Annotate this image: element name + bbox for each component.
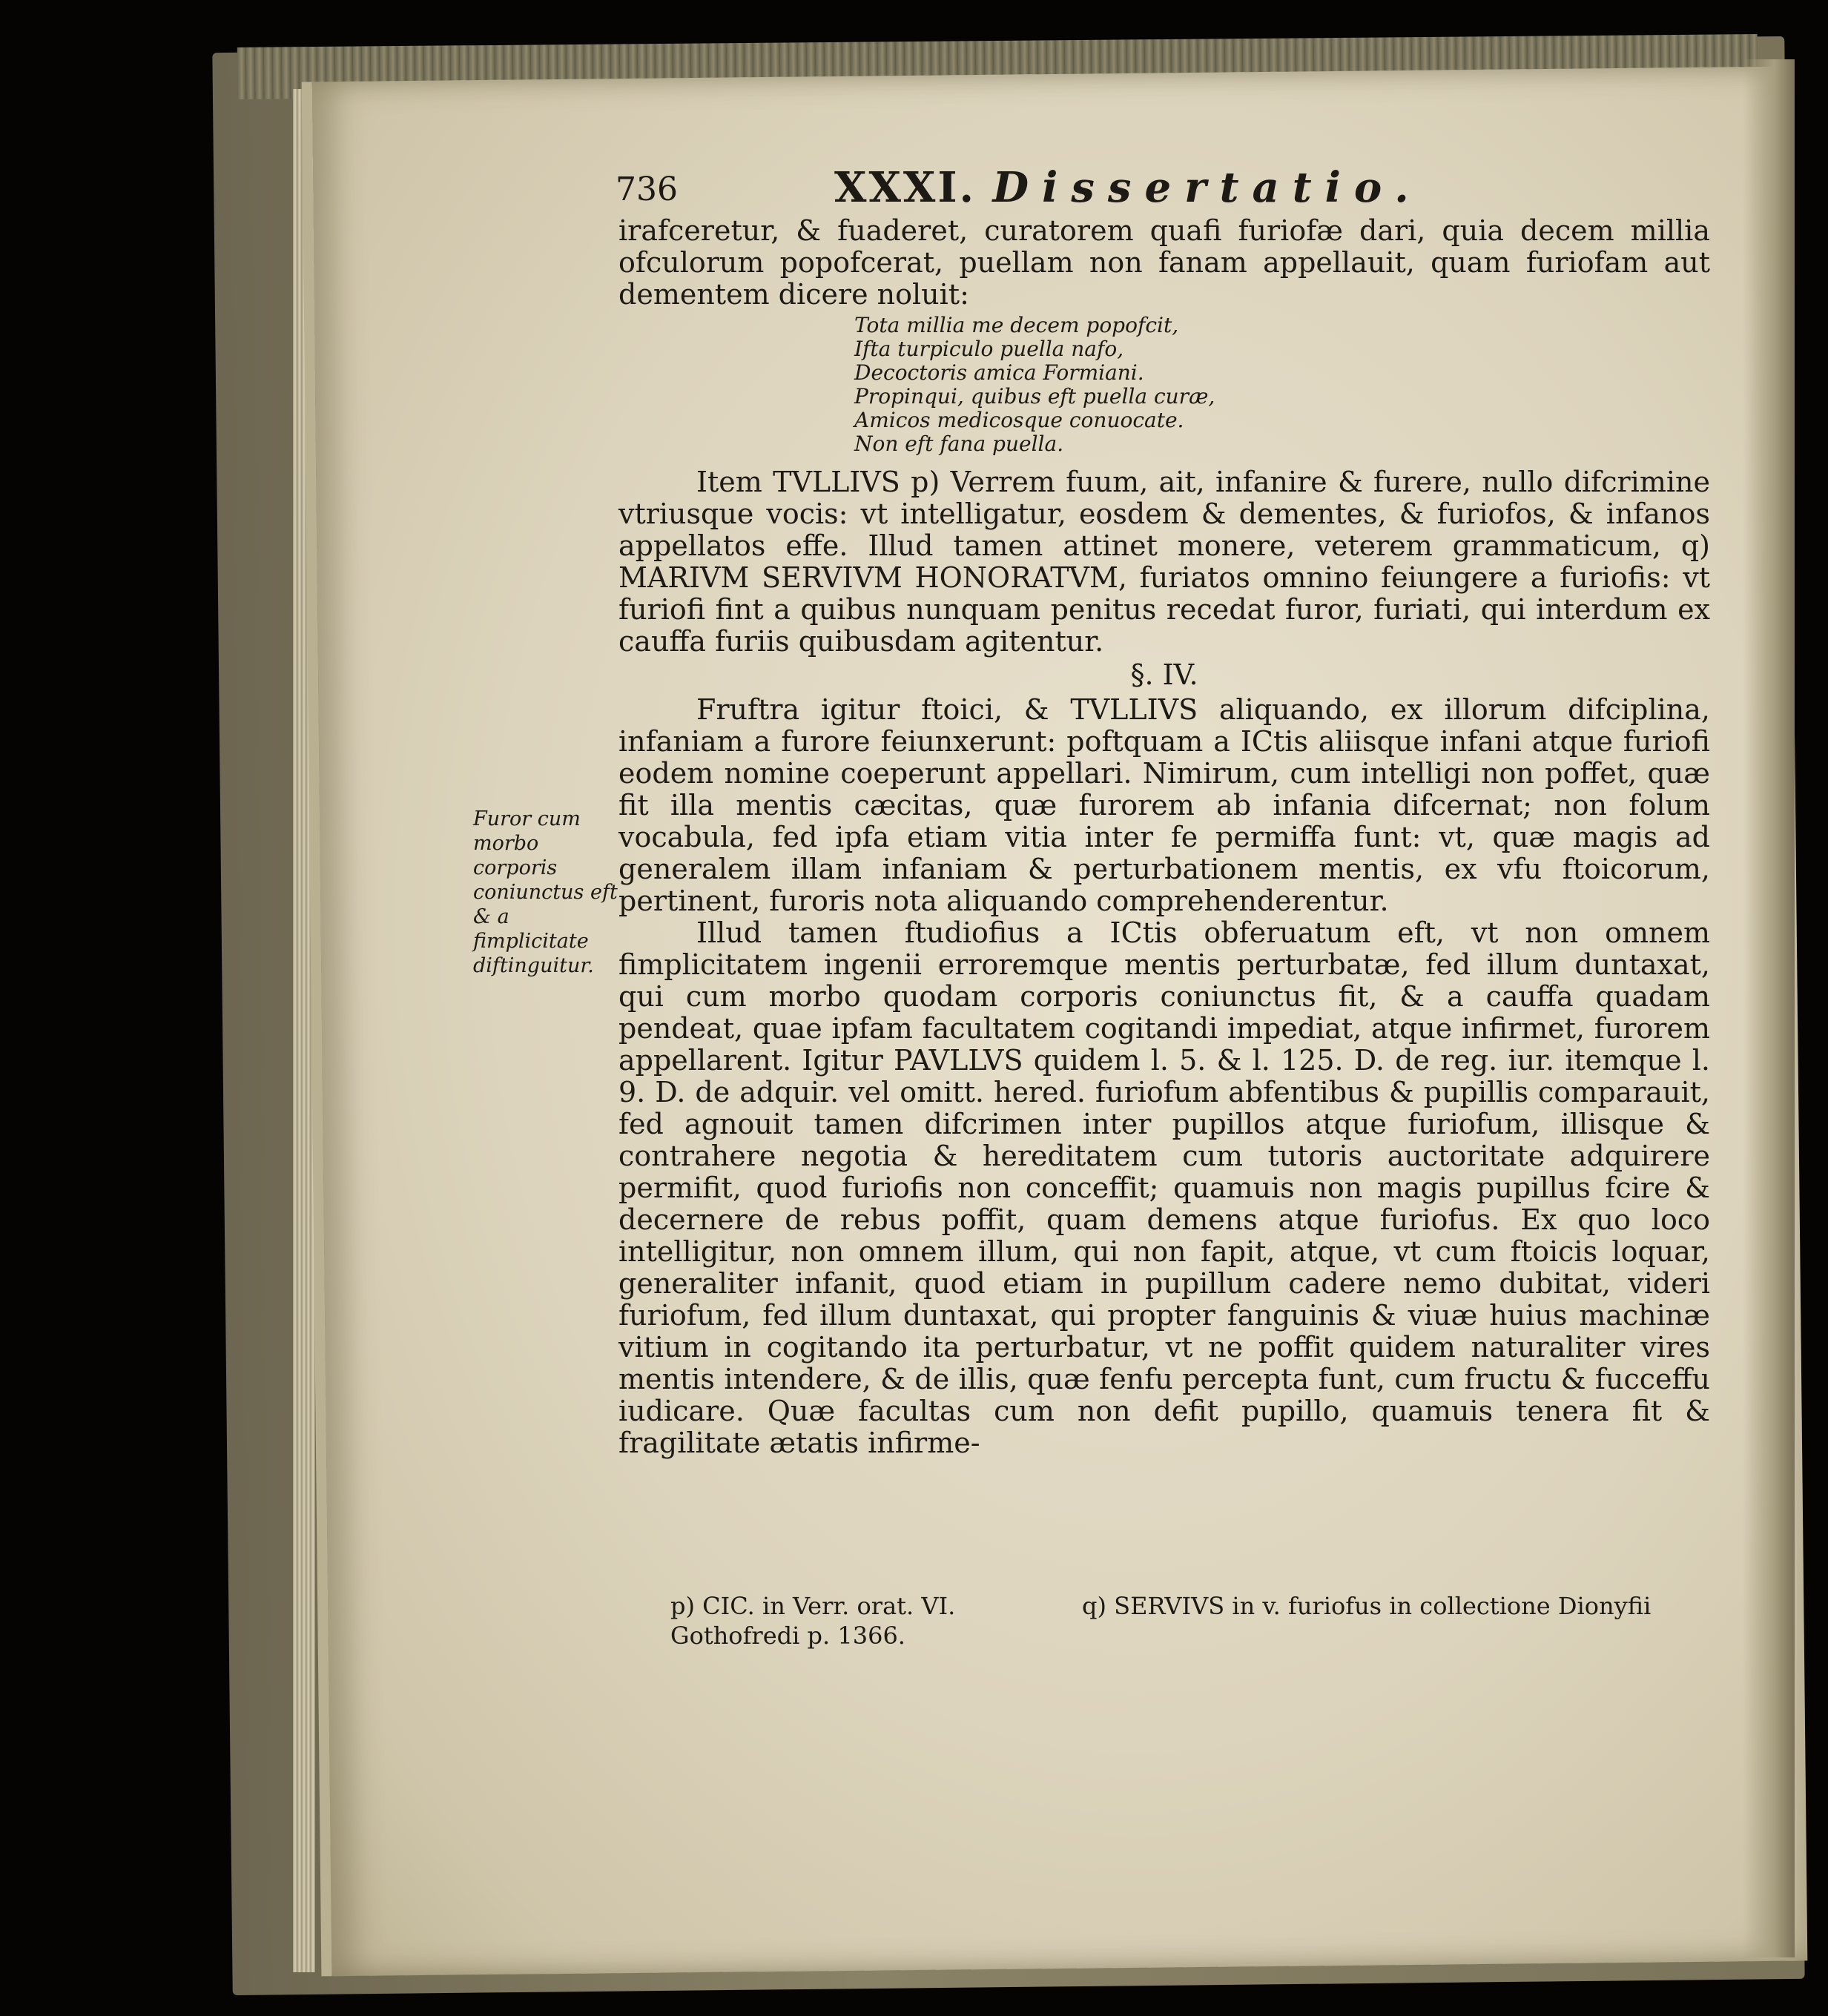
running-header — [616, 163, 1431, 215]
main-text — [618, 215, 1710, 1459]
verse-line: Non eft fana puella. — [854, 432, 1064, 456]
footnote-q: q) SERVIVS in v. furiofus in collectione Dionyfii — [1082, 1592, 1652, 1620]
verse-line: Propinqui, quibus eft puella curæ, — [854, 384, 1215, 409]
paragraph-2: Item TVLLIVS p) Verrem fuum, ait, infanire & furere, nullo difcrimine vtriusque vocis: vt intelligatur, eosdem & dementes, & furiofos, & infanos appellatos effe. Illud tamen attinet monere, veterem grammaticum, q) MARIVM SERVIVM HONORATVM, furiatos omnino feiungere a furiofis: vt furiofi fint a quibus nunquam penitus recedat furor, furiati, qui interdum ex cauffa furiis quibusdam agitentur. — [618, 466, 1710, 658]
paragraph-3: Fruftra igitur ftoici, & TVLLIVS aliquando, ex illorum difciplina, infaniam a furore feiunxerunt: poftquam a ICtis aliisque infani atque furiofi eodem nomine coeperunt appellari. Nimirum, cum intelligi non poffet, quæ fit illa mentis cæcitas, quæ furorem ab infania difcernat; non folum vocabula, fed ipfa etiam vitia inter fe permiffa funt: vt, quæ magis ad generalem illam infaniam & perturbationem mentis, ex vfu ftoicorum, pertinent, furoris nota aliquando comprehenderentur. — [618, 693, 1710, 917]
verse-line: Amicos medicosque conuocate. — [854, 408, 1184, 432]
title-prefix: XXXI. — [834, 163, 977, 212]
running-title — [834, 163, 1422, 212]
verse-line: Tota millia me decem popofcit, — [854, 313, 1179, 337]
footnote-p — [670, 1591, 1086, 1650]
verse-line: Decoctoris amica Formiani. — [854, 360, 1144, 385]
title-word: Dissertatio. — [992, 163, 1422, 212]
footnote-p-text: p) CIC. in Verr. orat. VI. — [670, 1592, 956, 1620]
paragraph-1: irafceretur, & fuaderet, curatorem quafi furiofæ dari, quia decem millia ofculorum popofcerat, puellam non fanam appellauit, quam furiofam aut dementem dicere noluit: — [618, 214, 1710, 311]
verse-line: Ifta turpiculo puella nafo, — [854, 337, 1124, 361]
marginal-note: Furor cum morbo corporis coniunctus eft & a fimplicitate diftinguitur. — [473, 807, 618, 977]
verse-quotation — [854, 314, 1710, 456]
footnote-p-continuation: Gothofredi p. 1366. — [670, 1622, 905, 1650]
page-gutter-shadow — [1743, 59, 1795, 1957]
section-heading: §. IV. — [1130, 658, 1198, 691]
page-number: 736 — [616, 171, 678, 208]
paragraph-4: Illud tamen ftudiofius a ICtis obferuatum eft, vt non omnem fimplicitatem ingenii erroremque mentis perturbatæ, fed illum duntaxat, qui cum morbo quodam corporis coniunctus fit, & a cauffa quadam pendeat, quae ipfam facultatem cogitandi impediat, atque infirmet, furorem appellarent. Igitur PAVLLVS quidem l. 5. & l. 125. D. de reg. iur. itemque l. 9. D. de adquir. vel omitt. hered. furiofum abfentibus & pupillis comparauit, fed agnouit tamen difcrimen inter pupillos atque furiofum, illisque & contrahere negotia & hereditatem cum tutoris auctoritate adquirere permifit, quod furiofis non conceffit; quamuis non magis pupillus fcire & decernere de rebus poffit, quam demens atque furiofus. Ex quo loco intelligitur, non omnem illum, qui non fapit, atque, vt cum ftoicis loquar, generaliter infanit, quod etiam in pupillum cadere nemo dubitat, videri furiofum, fed illum duntaxat, qui propter fanguinis & viuæ huius machinæ vitium in cogitando ita perturbatur, vt ne poffit quidem naturaliter vires mentis intendere, & de illis, quæ fenfu percepta funt, cum fructu & fucceffu iudicare. Quæ facultas cum non defit pupillo, quamuis tenera fit & fragilitate ætatis infirme- — [618, 916, 1710, 1459]
